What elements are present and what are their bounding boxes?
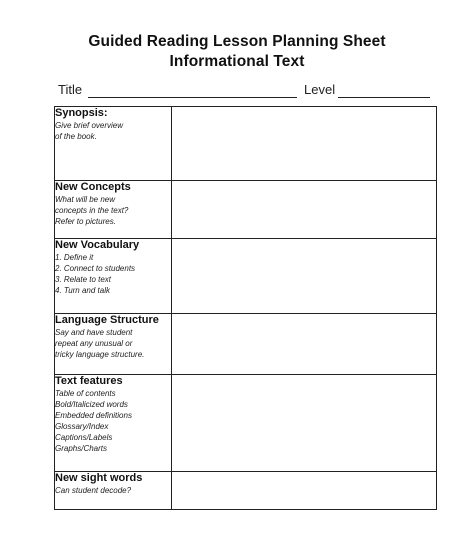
label-cell-new-concepts xyxy=(55,181,172,239)
section-heading: Synopsis: xyxy=(55,107,108,119)
section-hint: 2. Connect to students xyxy=(55,264,136,273)
table-row xyxy=(55,239,437,314)
section-hint: of the book. xyxy=(55,132,97,141)
sheet-title: Guided Reading Lesson Planning Sheet xyxy=(88,33,386,50)
sheet-subtitle: Informational Text xyxy=(169,53,305,70)
label-cell-new-sight-words xyxy=(55,472,172,510)
sheet-header xyxy=(0,32,474,72)
title-field-line[interactable] xyxy=(88,97,297,98)
section-hint: 4. Turn and talk xyxy=(55,286,110,295)
section-heading: Text features xyxy=(55,375,123,387)
section-hint: Give brief overview xyxy=(55,121,124,130)
label-cell-text-features xyxy=(55,375,172,472)
section-hint: Refer to pictures. xyxy=(55,217,116,226)
label-cell-new-vocabulary xyxy=(55,239,172,314)
section-hint: What will be new xyxy=(55,195,116,204)
title-field-label: Title xyxy=(58,82,83,97)
table-row xyxy=(55,472,437,510)
section-heading: Language Structure xyxy=(55,314,159,326)
section-hint: Glossary/Index xyxy=(55,422,109,431)
level-field-line[interactable] xyxy=(338,97,430,98)
answer-cell-synopsis[interactable] xyxy=(172,107,437,181)
section-hint: Table of contents xyxy=(55,389,116,398)
planning-table xyxy=(54,106,437,510)
section-hint: repeat any unusual or xyxy=(55,339,133,348)
label-cell-synopsis xyxy=(55,107,172,181)
section-heading: New Vocabulary xyxy=(55,239,140,251)
section-hint: Bold/Italicized words xyxy=(55,400,128,409)
answer-cell-new-sight-words[interactable] xyxy=(172,472,437,510)
answer-cell-text-features[interactable] xyxy=(172,375,437,472)
section-heading: New sight words xyxy=(55,472,143,484)
header-fields xyxy=(58,82,432,100)
section-hint: Graphs/Charts xyxy=(55,444,108,453)
answer-cell-new-vocabulary[interactable] xyxy=(172,239,437,314)
section-hint: concepts in the text? xyxy=(55,206,129,215)
answer-cell-new-concepts[interactable] xyxy=(172,181,437,239)
section-hint: tricky language structure. xyxy=(55,350,145,359)
table-row xyxy=(55,181,437,239)
answer-cell-language-structure[interactable] xyxy=(172,314,437,375)
section-hint: 3. Relate to text xyxy=(55,275,112,284)
table-row xyxy=(55,107,437,181)
section-heading: New Concepts xyxy=(55,181,131,193)
section-hint: Captions/Labels xyxy=(55,433,113,442)
label-cell-language-structure xyxy=(55,314,172,375)
section-hint: 1. Define it xyxy=(55,253,94,262)
level-field-label: Level xyxy=(304,82,336,97)
table-row xyxy=(55,375,437,472)
table-row xyxy=(55,314,437,375)
section-hint: Embedded definitions xyxy=(55,411,132,420)
section-hint: Say and have student xyxy=(55,328,133,337)
section-hint: Can student decode? xyxy=(55,486,132,495)
